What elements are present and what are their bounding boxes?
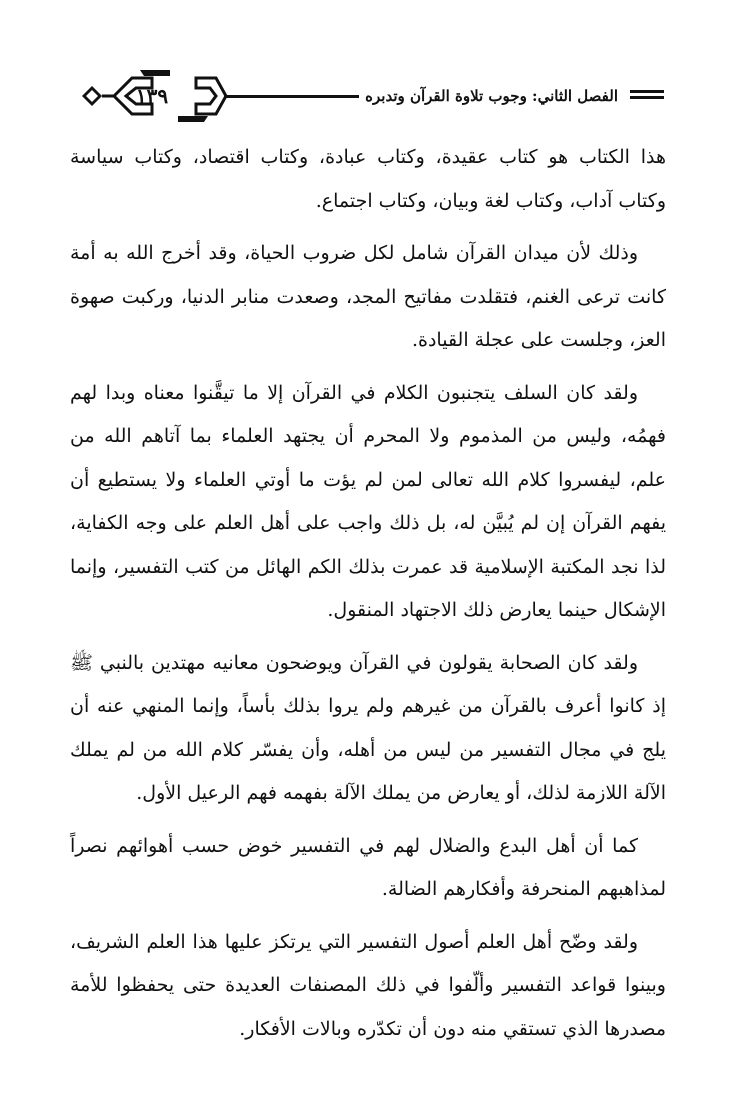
paragraph-2: وذلك لأن ميدان القرآن شامل لكل ضروب الحياة، وقد أخرج الله به أمة كانت ترعى الغنم، فتقلدت مفاتيح المجد، وصعدت منابر الدنيا، وركبت صهوة العز، وجلست على عجلة القيادة. [70, 242, 666, 351]
paragraph-3: ولقد كان السلف يتجنبون الكلام في القرآن إلا ما تيقَّنوا معناه وبدا لهم فهمُه، وليس من المذموم ولا المحرم أن يجتهد العلماء بما آتاهم الله من علم، ليفسروا كلام الله تعالى لمن لم يؤت ما أوتي العلماء ولا يستطيع أن يفهم القرآن إن لم يُبيَّن له، بل ذلك واجب على أهل العلم على وجه الكفاية، لذا نجد المكتبة الإسلامية قد عمرت بذلك الكم الهائل من كتب التفسير، وإنما الإشكال حينما يعارض ذلك الاجتهاد المنقول. [70, 381, 666, 621]
header-double-rule [630, 90, 664, 102]
page-header [74, 66, 664, 126]
body-text [70, 136, 666, 1060]
chapter-title: الفصل الثاني: وجوب تلاوة القرآن وتدبره [359, 86, 624, 106]
paragraph-6: ولقد وضّح أهل العلم أصول التفسير التي يرتكز عليها هذا العلم الشريف، وبينوا قواعد التفسير وألّفوا في ذلك المصنفات العديدة حتى يحفظوا للأمة مصدرها الذي تستقي منه دون أن تكدّره وبالات الأفكار. [70, 930, 666, 1040]
page-number: ١٣٩ [135, 84, 169, 108]
paragraph-4: ولقد كان الصحابة يقولون في القرآن ويوضحون معانيه مهتدين بالنبي ﷺ إذ كانوا أعرف بالقرآن من غيرهم ولم يروا بذلك بأساً، وإنما المنهي عنه أن يلج في مجال التفسير من ليس من أهله، وأن يفسّر كلام الله من لم يملك الآلة اللازمة لذلك، أو يعارض من يملك الآلة بفهمه فهم الرعيل الأول. [70, 651, 666, 804]
paragraph-5: كما أن أهل البدع والضلال لهم في التفسير خوض حسب أهوائهم نصراً لمذاهبهم المنحرفة وأفكارهم الضالة. [70, 834, 666, 900]
paragraph-1: هذا الكتاب هو كتاب عقيدة، وكتاب عبادة، وكتاب اقتصاد، وكتاب سياسة وكتاب آداب، وكتاب لغة وبيان، وكتاب اجتماع. [70, 146, 666, 212]
